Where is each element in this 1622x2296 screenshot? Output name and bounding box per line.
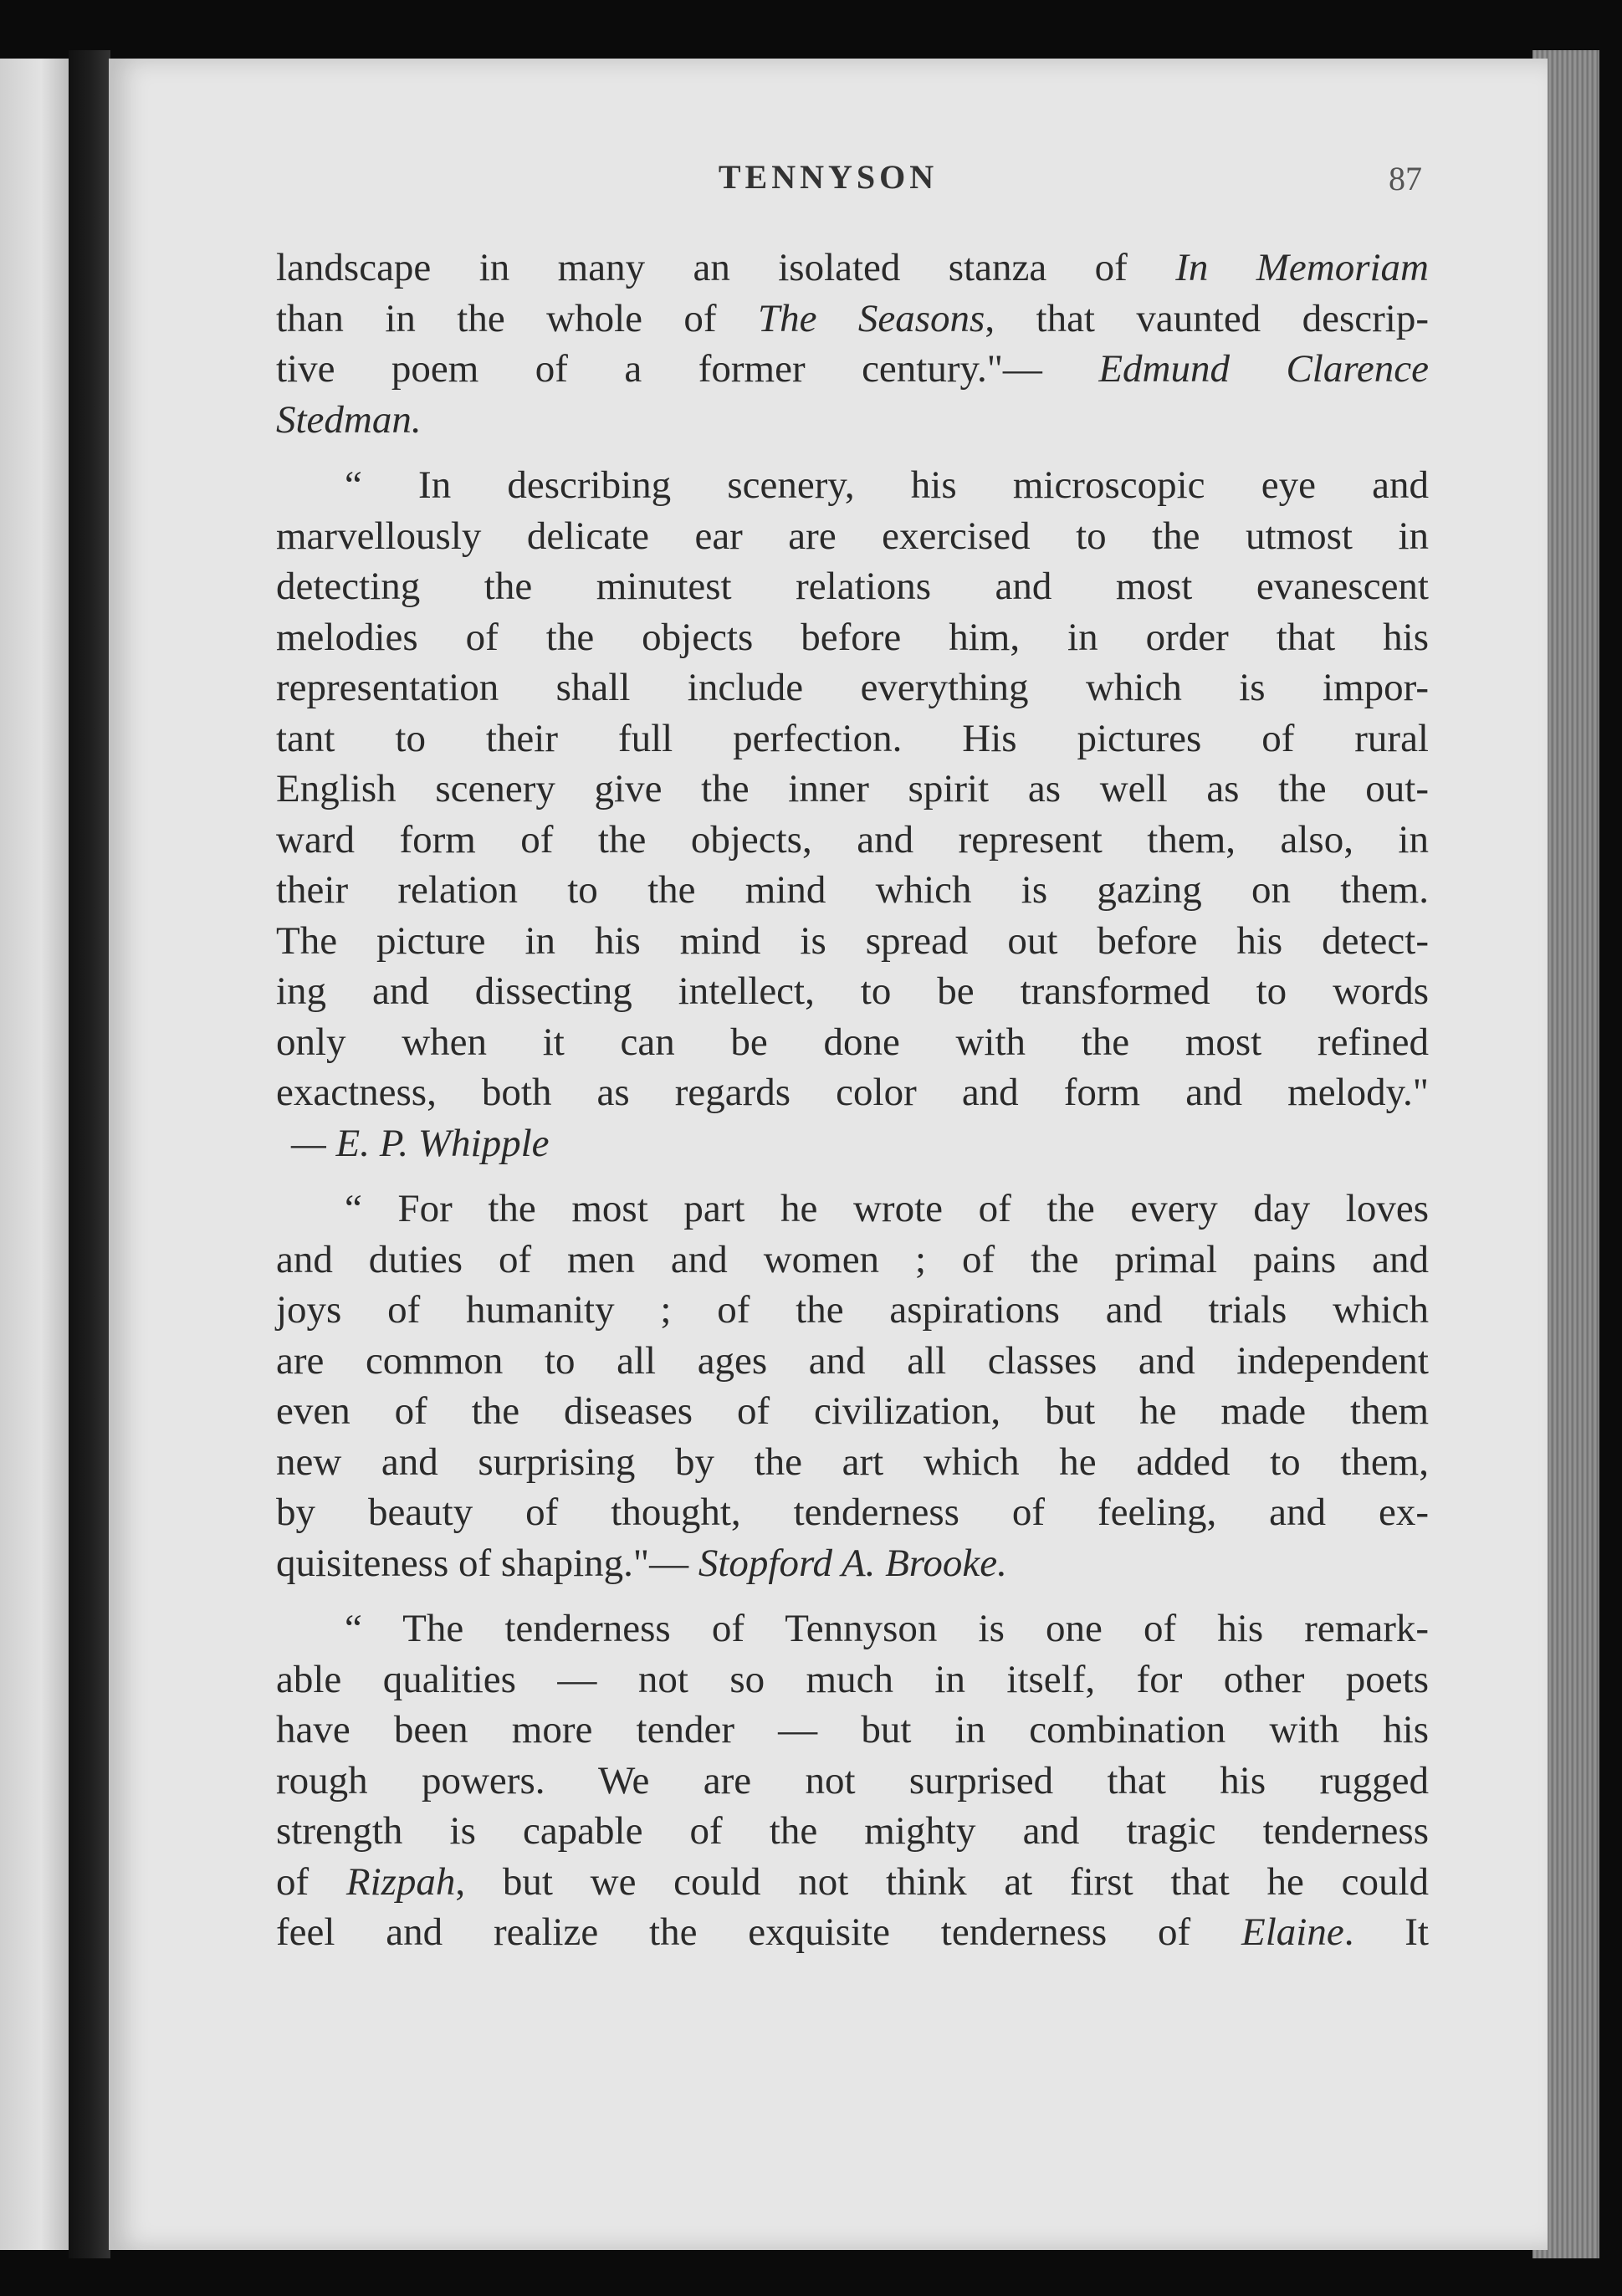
page-number: 87 <box>1389 160 1422 197</box>
text-line <box>276 916 1429 967</box>
page-header <box>109 157 1548 216</box>
text-line <box>276 1538 1429 1589</box>
text-line <box>276 1654 1429 1705</box>
text-span: representation shall include everything which is impor- <box>276 666 1429 709</box>
facing-page-edge <box>0 59 69 2250</box>
text-line <box>276 460 1429 511</box>
text-line <box>276 1285 1429 1336</box>
running-title: TENNYSON <box>718 158 939 196</box>
text-line <box>276 1017 1429 1068</box>
text-line <box>276 966 1429 1017</box>
text-span: than in the whole of <box>276 296 758 340</box>
paragraph <box>276 1184 1429 1588</box>
text-span: new and surprising by the art which he added to them, <box>276 1439 1429 1484</box>
text-line <box>276 395 1429 446</box>
text-span: The picture in his mind is spread out before his detect- <box>276 918 1429 963</box>
text-span: exactness, both as regards color and form and melody." <box>276 1071 1429 1114</box>
text-line <box>276 865 1429 916</box>
text-line <box>276 344 1429 395</box>
text-span: ing and dissecting intellect, to be transformed to words <box>276 969 1429 1013</box>
text-line <box>276 1067 1429 1118</box>
text-span: “ The tenderness of Tennyson is one of his remark- <box>345 1607 1429 1650</box>
text-span: strength is capable of the mighty and tragic tenderness <box>276 1809 1429 1853</box>
text-line <box>276 1437 1429 1488</box>
italic-text: The Seasons <box>757 296 985 340</box>
text-line <box>276 1756 1429 1807</box>
text-span: , but we could not think at first that he could <box>455 1859 1429 1904</box>
text-span: by beauty of thought, tenderness of feeling, and ex- <box>276 1491 1429 1534</box>
paragraph-gap <box>276 445 1429 460</box>
paragraph <box>276 1603 1429 1958</box>
text-span: . It <box>1343 1910 1429 1954</box>
paragraph <box>276 243 1429 445</box>
text-line <box>276 1806 1429 1857</box>
text-line <box>276 612 1429 663</box>
text-span: landscape in many an isolated stanza of <box>276 246 1176 289</box>
text-span: “ For the most part he wrote of the every day loves <box>345 1187 1429 1230</box>
text-line <box>276 713 1429 764</box>
text-line <box>276 1907 1429 1958</box>
text-span: quisiteness of shaping."— <box>276 1541 698 1585</box>
text-span: even of the diseases of civilization, but he made them <box>276 1389 1429 1433</box>
text-line <box>276 1118 1429 1169</box>
text-line <box>276 764 1429 815</box>
text-span: , that vaunted descrip- <box>985 296 1429 340</box>
italic-text: In Memoriam <box>1175 246 1429 289</box>
text-line <box>276 511 1429 562</box>
paragraph-gap <box>276 1168 1429 1184</box>
italic-text: Edmund Clarence <box>1098 347 1429 391</box>
text-span: “ In describing scenery, his microscopic eye and <box>345 463 1429 507</box>
text-line <box>276 1603 1429 1654</box>
italic-text: — E. P. Whipple <box>291 1121 550 1165</box>
text-span: feel and realize the exquisite tenderness of <box>276 1910 1241 1954</box>
text-span: rough powers. We are not surprised that his rugged <box>276 1758 1429 1803</box>
text-line <box>276 243 1429 294</box>
text-line <box>276 1184 1429 1235</box>
text-span: only when it can be done with the most refined <box>276 1020 1429 1064</box>
text-span: tive poem of a former century."— <box>276 347 1099 391</box>
text-span: their relation to the mind which is gazing on them. <box>276 868 1429 912</box>
text-line <box>276 1235 1429 1286</box>
paragraph <box>276 460 1429 1168</box>
italic-text: Elaine <box>1241 1910 1344 1954</box>
book-gutter <box>69 50 110 2258</box>
text-span: tant to their full perfection. His pictures of rural <box>276 716 1429 760</box>
text-span: and duties of men and women ; of the primal pains and <box>276 1237 1429 1281</box>
text-span: melodies of the objects before him, in order that his <box>276 615 1429 659</box>
italic-text: Stopford A. Brooke. <box>698 1541 1007 1585</box>
text-line <box>276 1857 1429 1908</box>
text-line <box>276 815 1429 866</box>
text-span: marvellously delicate ear are exercised to the utmost in <box>276 514 1429 558</box>
text-line <box>276 1336 1429 1387</box>
text-span: joys of humanity ; of the aspirations and trials which <box>276 1288 1429 1332</box>
text-line <box>276 1487 1429 1538</box>
text-span: ward form of the objects, and represent them, also, in <box>276 817 1429 862</box>
text-line <box>276 1705 1429 1756</box>
text-span: of <box>276 1859 346 1904</box>
italic-text: Rizpah <box>345 1859 456 1904</box>
text-line <box>276 1386 1429 1437</box>
body-text <box>276 243 1429 1958</box>
text-span: able qualities — not so much in itself, for other poets <box>276 1657 1429 1701</box>
text-line <box>276 561 1429 612</box>
text-span: English scenery give the inner spirit as well as the out- <box>276 767 1429 811</box>
paragraph-gap <box>276 1588 1429 1603</box>
text-span: detecting the minutest relations and most evanescent <box>276 565 1429 608</box>
book-page <box>109 59 1548 2250</box>
text-span: are common to all ages and all classes and independent <box>276 1338 1429 1383</box>
text-line <box>276 294 1429 345</box>
italic-text: Stedman. <box>276 397 422 442</box>
text-line <box>276 662 1429 713</box>
text-span: have been more tender — but in combination with his <box>276 1708 1429 1751</box>
